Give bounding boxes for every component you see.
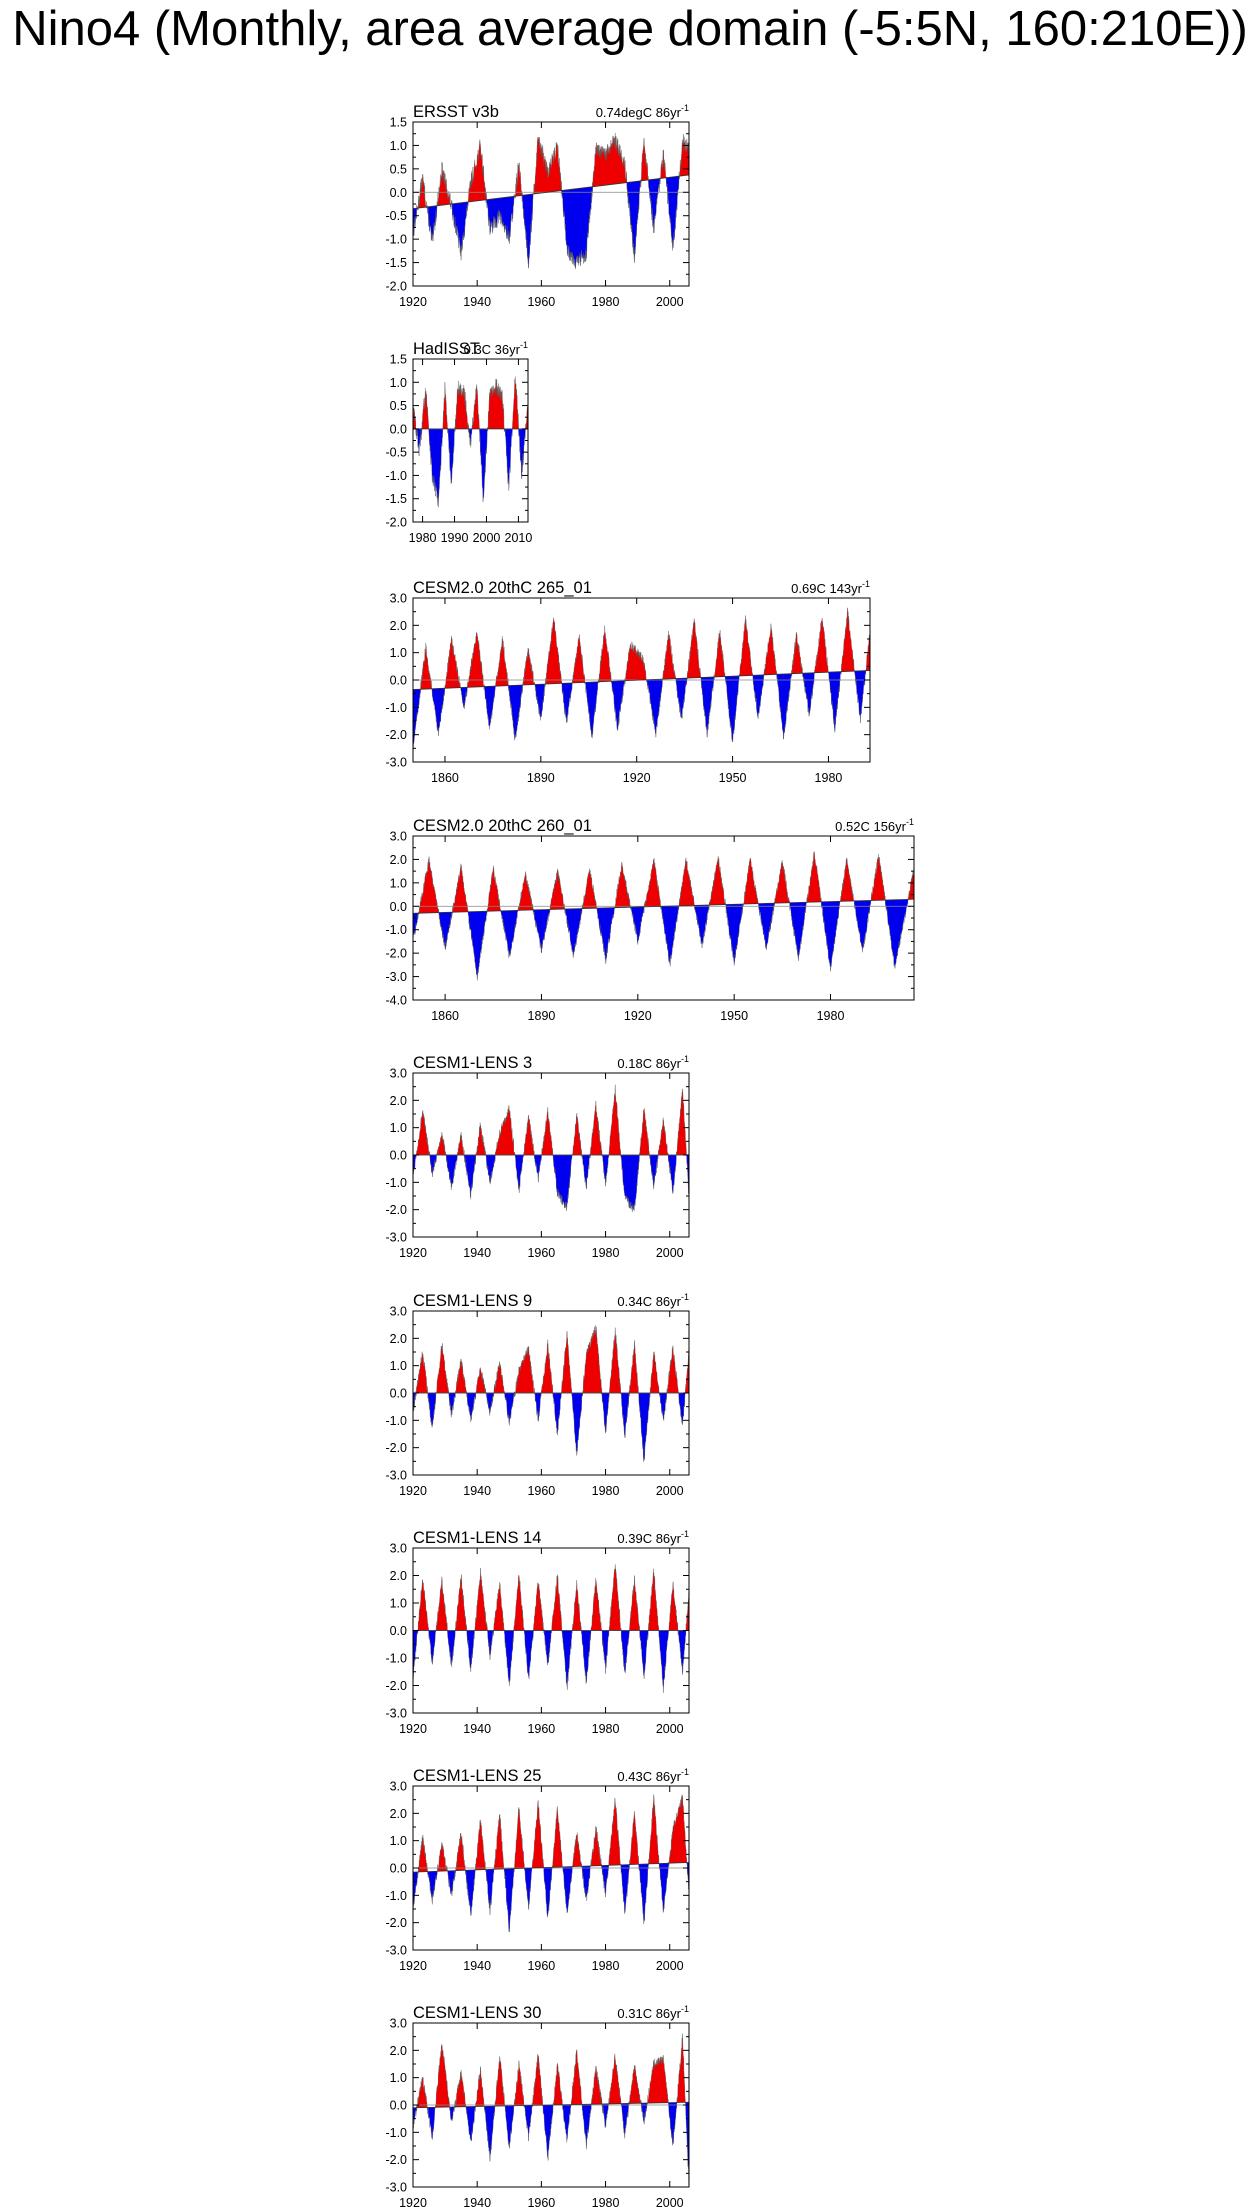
trend-label: 0.74degC $86yr^{-1}$ [595,103,689,120]
y-tick-label: 1.0 [389,646,407,661]
trend-label-superscript: -1 [680,1529,689,1539]
negative-anomaly-area [413,1155,689,1212]
y-tick-label: -1.5 [385,256,407,271]
trend-label: 0.34C $86yr^{-1}$ [617,1292,689,1309]
y-tick-label: 3.0 [389,1066,407,1081]
y-tick-label: 2.0 [389,618,407,633]
x-tick-label: 1960 [527,2196,556,2207]
x-tick-label: 1920 [399,1246,427,1260]
negative-anomaly-area [413,2102,689,2185]
trend-label: 0.69C $143yr^{-1}$ [791,579,870,596]
x-tick-label: 1920 [399,2196,427,2207]
y-tick-label: -1.0 [385,923,407,938]
y-tick-label: 0.0 [389,1148,407,1163]
trend-label: 0.18C $86yr^{-1}$ [617,1054,689,1071]
y-tick-label: -3.0 [385,1468,407,1483]
y-tick-label: 3.0 [389,1304,407,1319]
positive-anomaly-area [413,1325,689,1393]
y-tick-label: 1.5 [389,352,407,367]
x-tick-label: 1920 [399,1959,427,1973]
x-tick-label: 1940 [463,1722,492,1736]
y-tick-label: 1.0 [389,2071,407,2086]
chart-panel [385,1767,689,1973]
y-tick-label: 0.5 [389,162,407,177]
y-tick-label: -2.0 [385,1679,407,1693]
y-tick-label: 0.0 [389,673,407,688]
positive-anomaly-area [413,1794,689,1872]
trend-label-superscript: -1 [680,1292,689,1302]
x-tick-label: 1950 [720,1009,749,1023]
y-tick-label: 1.0 [389,876,407,891]
x-tick-label: 2000 [472,531,501,545]
y-tick-label: 1.0 [389,138,407,153]
x-tick-label: 1980 [591,1246,620,1260]
positive-anomaly-area [413,1564,689,1630]
x-tick-label: 1920 [399,295,427,309]
panel-title: CESM1-LENS 25 [413,1767,542,1785]
y-tick-label: -2.0 [385,279,407,294]
x-tick-label: 2000 [655,295,684,309]
y-tick-label: -1.0 [385,232,407,247]
y-tick-label: 1.0 [389,1596,407,1611]
trend-label-superscript: -1 [680,1054,689,1064]
series-line [413,133,689,269]
y-tick-label: 2.0 [389,1331,407,1346]
y-tick-label: -1.0 [385,1413,407,1428]
trend-label: 0.43C $86yr^{-1}$ [617,1767,689,1784]
y-tick-label: 3.0 [389,829,407,844]
x-tick-label: 1890 [526,771,555,785]
y-tick-label: -0.5 [385,445,407,460]
x-tick-label: 1980 [816,1009,845,1023]
trend-label: 0.31C $86yr^{-1}$ [617,2004,689,2021]
y-tick-label: 0.0 [389,2098,407,2113]
x-tick-label: 1890 [527,1009,556,1023]
trend-label: 0.3C $36yr^{-1}$ [463,340,528,357]
chart-panel [385,1292,689,1498]
panel-title: HadISST [413,340,480,358]
y-tick-label: 1.0 [389,1834,407,1849]
trend-label-superscript: -1 [680,2004,689,2014]
panel-title: CESM2.0 20thC 260_01 [413,817,592,835]
y-tick-label: -2.0 [385,946,407,961]
y-tick-label: 1.0 [389,1359,407,1374]
x-tick-label: 1940 [463,1959,492,1973]
series-line [413,1564,689,1693]
panel-title: CESM1-LENS 30 [413,2004,542,2022]
x-tick-label: 2000 [655,1959,684,1973]
x-tick-label: 1860 [431,771,459,785]
trend-label-superscript: -1 [680,103,689,113]
y-tick-label: 2.0 [389,1093,407,1108]
x-tick-label: 1980 [591,1959,620,1973]
x-tick-label: 1940 [463,295,492,309]
trend-label-superscript: -1 [519,340,528,350]
x-tick-label: 1920 [399,1484,427,1498]
y-tick-label: -3.0 [385,1706,407,1721]
x-tick-label: 1990 [440,531,469,545]
positive-anomaly-area [413,1085,689,1155]
y-tick-label: 2.0 [389,852,407,867]
y-tick-label: -1.0 [385,700,407,715]
x-tick-label: 1980 [591,1722,620,1736]
y-tick-label: 1.0 [389,375,407,390]
y-tick-label: -1.5 [385,492,407,507]
chart-panel [385,2004,689,2207]
x-tick-label: 1940 [463,1484,492,1498]
y-tick-label: 0.0 [389,899,407,914]
y-tick-label: 1.5 [389,115,407,130]
x-tick-label: 1920 [622,771,651,785]
y-tick-label: 2.0 [389,1806,407,1821]
y-tick-label: -3.0 [385,1230,407,1245]
y-tick-label: 1.0 [389,1121,407,1136]
x-tick-label: 1950 [718,771,747,785]
x-tick-label: 1860 [431,1009,460,1023]
x-tick-label: 2000 [655,2196,684,2207]
chart-panel [385,817,914,1023]
x-tick-label: 2000 [655,1246,684,1260]
y-tick-label: -4.0 [385,993,407,1008]
panel-title: CESM1-LENS 9 [413,1292,533,1310]
y-tick-label: 3.0 [389,2016,407,2031]
figure-title: Nino4 (Monthly, area average domain (-5:5N, 160:210E)) [12,2,1248,56]
positive-anomaly-area [413,608,870,690]
panel-title: ERSST v3b [413,103,499,121]
y-tick-label: 0.0 [389,185,407,200]
chart-panel [385,103,689,309]
chart-panel [385,1054,689,1260]
y-tick-label: -2.0 [385,1441,407,1456]
x-tick-label: 1920 [623,1009,652,1023]
y-tick-label: -2.0 [385,1916,407,1931]
y-tick-label: -1.0 [385,1175,407,1190]
y-tick-label: -2.0 [385,515,407,530]
y-tick-label: -2.0 [385,2153,407,2168]
x-tick-label: 1960 [527,295,556,309]
x-tick-label: 1960 [527,1246,556,1260]
y-tick-label: -3.0 [385,1943,407,1958]
y-tick-label: 2.0 [389,1569,407,1583]
y-tick-label: -1.0 [385,2125,407,2140]
x-tick-label: 2000 [655,1722,684,1736]
y-tick-label: 3.0 [389,1541,407,1556]
negative-anomaly-area [413,1393,689,1462]
y-tick-label: -1.0 [385,1888,407,1903]
series-line [413,1794,689,1932]
y-tick-label: 0.0 [389,422,407,437]
positive-anomaly-area [413,377,528,429]
x-tick-label: 1980 [591,2196,620,2207]
panel-title: CESM2.0 20thC 265_01 [413,579,592,597]
y-tick-label: 3.0 [389,1779,407,1794]
x-tick-label: 1980 [591,295,620,309]
y-tick-label: 0.0 [389,1861,407,1876]
chart-panel [385,340,532,545]
trend-label-superscript: -1 [680,1767,689,1777]
y-tick-label: -1.0 [385,468,407,483]
x-tick-label: 2010 [504,531,533,545]
trend-label-superscript: -1 [861,579,870,589]
x-tick-label: 1960 [527,1722,556,1736]
y-tick-label: -2.0 [385,1203,407,1218]
x-tick-label: 1980 [814,771,843,785]
y-tick-label: -3.0 [385,970,407,985]
x-tick-label: 1940 [463,2196,492,2207]
y-tick-label: 0.0 [389,1386,407,1401]
panel-title: CESM1-LENS 3 [413,1054,533,1072]
chart-panel [385,579,870,785]
x-tick-label: 1980 [408,531,437,545]
y-tick-label: -0.5 [385,209,407,224]
y-tick-label: 0.5 [389,399,407,414]
trend-label: 0.52C $156yr^{-1}$ [835,817,914,834]
y-tick-label: 2.0 [389,2043,407,2058]
panel-title: CESM1-LENS 14 [413,1529,542,1547]
y-tick-label: 3.0 [389,591,407,606]
x-tick-label: 1940 [463,1246,492,1260]
x-tick-label: 1960 [527,1959,556,1973]
y-tick-label: 0.0 [389,1624,407,1638]
trend-label-superscript: -1 [905,817,914,827]
x-tick-label: 1960 [527,1484,556,1498]
chart-panel [385,1529,689,1736]
y-tick-label: -1.0 [385,1651,407,1666]
y-tick-label: -2.0 [385,728,407,743]
x-tick-label: 2000 [655,1484,684,1498]
y-tick-label: -3.0 [385,2180,407,2195]
y-tick-label: -3.0 [385,755,407,770]
x-tick-label: 1980 [591,1484,620,1498]
trend-label: 0.39C $86yr^{-1}$ [617,1529,689,1546]
x-tick-label: 1920 [399,1722,427,1736]
